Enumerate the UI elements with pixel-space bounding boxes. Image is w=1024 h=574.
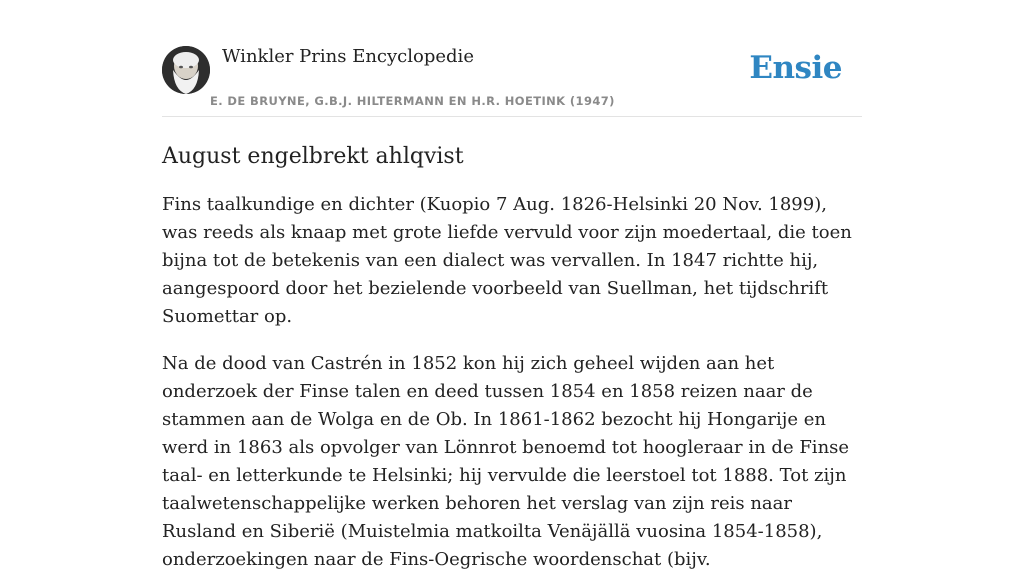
- portrait-image: [162, 46, 210, 94]
- source-title[interactable]: Winkler Prins Encyclopedie: [222, 46, 474, 67]
- author-avatar[interactable]: [162, 46, 210, 94]
- source-authors: E. DE BRUYNE, G.B.J. HILTERMANN EN H.R. HOETINK (1947): [210, 94, 615, 108]
- page-container: [162, 0, 862, 574]
- source-header: [162, 0, 862, 117]
- article-paragraph: Na de dood van Castrén in 1852 kon hij zich geheel wijden aan het onderzoek der Finse talen en deed tussen 1854 en 1858 reizen naar de stammen aan de Wolga en de Ob. In 1861-1862 bezocht hij Hongarije en werd in 1863 als opvolger van Lönnrot benoemd tot hoogleraar in de Finse taal- en letterkunde te Helsinki; hij vervulde die leerstoel tot 1888. Tot zijn taalwetenschappelijke werken behoren het verslag van zijn reis naar Rusland en Siberië (Muistelmia matkoilta Venäjällä vuosina 1854-1858), onderzoekingen naar de Fins-Oegrische woordenschat (bijv.: [162, 353, 850, 570]
- brand-logo[interactable]: Ensie: [749, 50, 842, 86]
- article-title: August engelbrekt ahlqvist: [162, 144, 464, 169]
- article-paragraph: Fins taalkundige en dichter (Kuopio 7 Aug. 1826-Helsinki 20 Nov. 1899), was reeds als knaap met grote liefde vervuld voor zijn moedertaal, die toen bijna tot de betekenis van een dialect was vervallen. In 1847 richtte hij, aangespoord door het bezielende voorbeeld van Suellman, het tijdschrift Suomettar op.: [162, 194, 852, 327]
